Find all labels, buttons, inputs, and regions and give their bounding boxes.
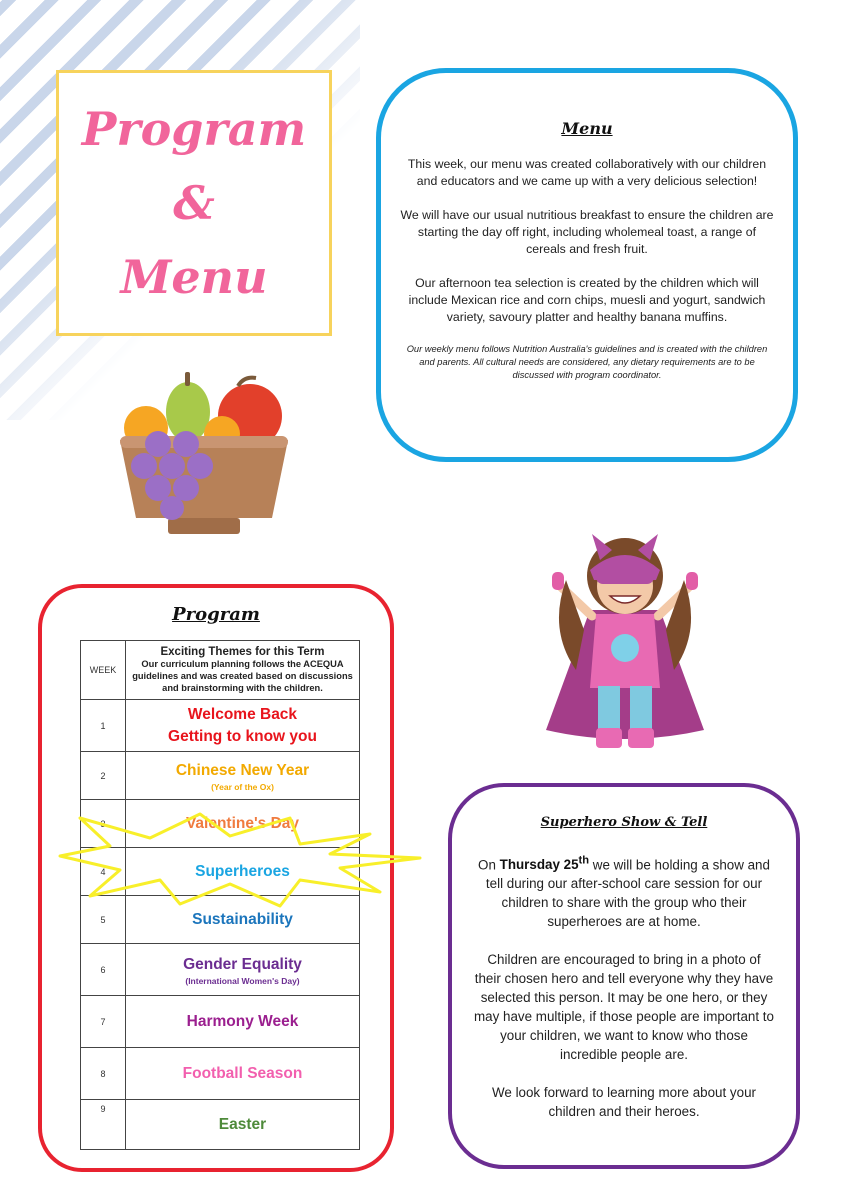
menu-box — [376, 68, 798, 462]
title-box — [56, 70, 332, 336]
show-and-tell-box — [448, 783, 800, 1169]
theme-name: Gender Equality — [183, 955, 302, 973]
program-header-row — [81, 641, 360, 700]
week-number: 1 — [81, 700, 126, 752]
bowl-icon — [120, 440, 288, 518]
theme-cell — [126, 848, 360, 896]
show-date-suffix: th — [578, 855, 590, 867]
table-row — [81, 996, 360, 1048]
week-number: 9 — [81, 1100, 126, 1150]
theme-subtitle: (International Women's Day) — [185, 975, 300, 986]
theme-cell — [126, 752, 360, 800]
show-paragraph-3: We look forward to learning more about your children and their heroes. — [492, 1085, 756, 1120]
week-number: 5 — [81, 896, 126, 944]
theme-cell — [126, 1100, 360, 1150]
theme-name: Welcome Back — [187, 705, 298, 723]
week-column-header: WEEK — [81, 641, 126, 700]
title-ampersand: & — [173, 176, 215, 230]
show-date-text: Thursday 25 — [499, 857, 579, 873]
table-row — [81, 700, 360, 752]
theme-name: Valentine's Day — [185, 814, 300, 832]
show-p1-prefix: On — [478, 857, 500, 873]
show-paragraph-1 — [474, 852, 774, 931]
week-number: 8 — [81, 1048, 126, 1100]
week-number: 3 — [81, 800, 126, 848]
mask-icon — [596, 570, 654, 584]
fruit-basket-illustration — [110, 372, 300, 548]
table-row — [81, 1100, 360, 1150]
theme-cell — [126, 996, 360, 1048]
theme-cell — [126, 700, 360, 752]
program-heading: Program — [172, 604, 260, 625]
theme-name: Harmony Week — [186, 1012, 299, 1030]
theme-name: Sustainability — [192, 910, 293, 928]
menu-paragraph-3: Our afternoon tea selection is created by the children which will include Mexican rice and corn chips, muesli and yogurt, sandwich variety, savoury platter and healthy banana muffins. — [408, 276, 766, 324]
theme-name: Easter — [218, 1115, 267, 1133]
show-p1-rest: we will be holding a show and tell during our after-school care session for our children to share with the group who their superheroes are at home. — [485, 857, 770, 930]
show-date — [500, 857, 589, 872]
menu-paragraph-2: We will have our usual nutritious breakfast to ensure the children are starting the day off right, including wholemeal toast, a range of cereals and fresh fruit. — [400, 208, 774, 256]
menu-paragraph-1: This week, our menu was created collaboratively with our children and educators and we came up with a very delicious selection! — [407, 157, 767, 188]
themes-subtitle: Our curriculum planning follows the ACEQUA guidelines and was created based on discussions and brainstorming with the children. — [132, 659, 353, 693]
theme-cell — [126, 1048, 360, 1100]
menu-heading: Menu — [561, 119, 613, 138]
menu-note: Our weekly menu follows Nutrition Australia's guidelines and is created with the children and parents. All cultural needs are considered, any dietary requirements are to be discussed with program coordinator. — [406, 344, 768, 380]
table-row — [81, 752, 360, 800]
week-number: 6 — [81, 944, 126, 996]
theme-subtitle: (Year of the Ox) — [211, 781, 274, 792]
week-number: 2 — [81, 752, 126, 800]
theme-name: Football Season — [182, 1064, 303, 1082]
table-row — [81, 1048, 360, 1100]
week-number: 4 — [81, 848, 126, 896]
theme-name-line-2: Getting to know you — [168, 727, 317, 745]
table-row — [81, 944, 360, 996]
girl-superhero-illustration — [538, 520, 712, 760]
themes-title: Exciting Themes for this Term — [160, 646, 325, 658]
week-number: 7 — [81, 996, 126, 1048]
show-paragraph-2: Children are encouraged to bring in a photo of their chosen hero and tell everyone why they have selected this person. It may be one hero, or they may have multiple, if those people are important to your children, we want to know who those incredible people are. — [474, 952, 774, 1063]
title-program: Program — [81, 102, 307, 156]
theme-name: Superheroes — [195, 862, 290, 880]
show-and-tell-heading: Superhero Show & Tell — [540, 815, 708, 830]
themes-column-header — [126, 641, 360, 700]
theme-cell — [126, 944, 360, 996]
theme-name: Chinese New Year — [175, 761, 310, 779]
title-menu: Menu — [120, 250, 268, 304]
